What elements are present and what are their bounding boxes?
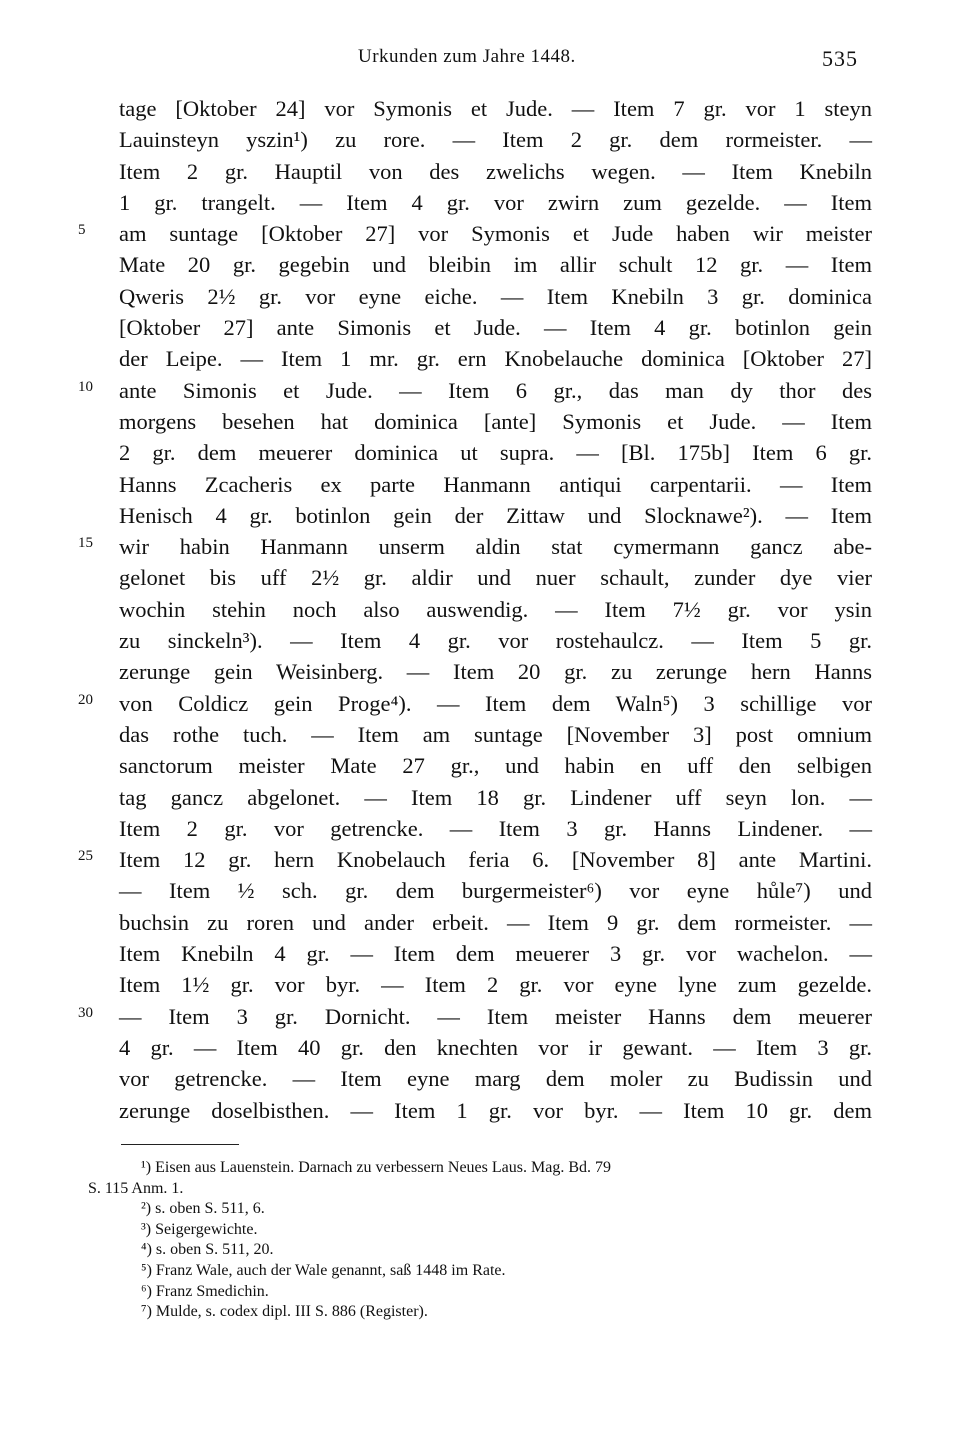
line-text: ante Simonis et Jude. — Item 6 gr., das man dy thor des — [119, 377, 872, 403]
line-text: — Item ½ sch. gr. dem burgermeister⁶) vor eyne hůle⁷) und — [119, 878, 872, 904]
line-text: [Oktober 27] ante Simonis et Jude. — Item 4 gr. botinlon gein — [119, 315, 872, 341]
line-text: sanctorum meister Mate 27 gr., und habin en uff den selbigen — [119, 753, 872, 779]
line-text: vor getrencke. — Item eyne marg dem moler zu Budissin und — [119, 1066, 872, 1092]
text-line — [0, 1095, 960, 1126]
line-text: zerunge doselbisthen. — Item 1 gr. vor byr. — Item 10 gr. dem — [119, 1097, 872, 1123]
footnote-text: ³) Seigergewichte. — [141, 1220, 258, 1238]
footnote — [0, 1199, 960, 1220]
text-line — [0, 187, 960, 218]
text-line — [0, 562, 960, 593]
text-line — [0, 844, 960, 875]
line-text: das rothe tuch. — Item am suntage [November 3] post omnium — [119, 721, 872, 747]
line-text: buchsin zu roren und ander erbeit. — Item 9 gr. dem rormeister. — — [119, 909, 872, 935]
text-line — [0, 1063, 960, 1094]
text-line — [0, 156, 960, 187]
line-number: 5 — [78, 222, 86, 239]
line-text: Item 1½ gr. vor byr. — Item 2 gr. vor eyne lyne zum gezelde. — [119, 972, 872, 998]
footnote-text: ⁷) Mulde, s. codex dipl. III S. 886 (Register). — [141, 1303, 428, 1321]
text-line — [0, 437, 960, 468]
line-number: 15 — [78, 535, 93, 552]
footnote-text: ⁵) Franz Wale, auch der Wale genannt, saß 1448 im Rate. — [141, 1261, 506, 1279]
text-line — [0, 531, 960, 562]
text-line — [0, 469, 960, 500]
line-text: am suntage [Oktober 27] vor Symonis et Jude haben wir meister — [119, 221, 872, 247]
footnote — [0, 1158, 960, 1179]
line-number: 10 — [78, 378, 93, 395]
text-line — [0, 719, 960, 750]
main-text — [0, 93, 960, 1126]
line-text: 2 gr. dem meuerer dominica ut supra. — [Bl. 175b] Item 6 gr. — [119, 440, 872, 466]
footnote — [0, 1261, 960, 1282]
line-text: gelonet bis uff 2½ gr. aldir und nuer schault, zunder dye vier — [119, 565, 872, 591]
footnote — [0, 1220, 960, 1241]
line-text: Lauinsteyn yszin¹) zu rore. — Item 2 gr. dem rormeister. — — [119, 127, 872, 153]
line-text: tage [Oktober 24] vor Symonis et Jude. — Item 7 gr. vor 1 steyn — [119, 96, 872, 121]
footnote — [0, 1302, 960, 1323]
text-line — [0, 124, 960, 155]
line-text: — Item 3 gr. Dornicht. — Item meister Hanns dem meuerer — [119, 1003, 872, 1029]
line-text: morgens besehen hat dominica [ante] Symonis et Jude. — Item — [119, 408, 872, 434]
text-line — [0, 406, 960, 437]
text-line — [0, 93, 960, 124]
text-line — [0, 656, 960, 687]
text-line — [0, 312, 960, 343]
text-line — [0, 907, 960, 938]
text-line — [0, 625, 960, 656]
line-text: Hanns Zcacheris ex parte Hanmann antiqui carpentarii. — Item — [119, 471, 872, 497]
footnote — [0, 1240, 960, 1261]
line-number: 30 — [78, 1004, 93, 1021]
text-line — [0, 343, 960, 374]
line-text: zerunge gein Weisinberg. — Item 20 gr. zu zerunge hern Hanns — [119, 659, 872, 685]
text-line — [0, 218, 960, 249]
footnote-text: ¹) Eisen aus Lauenstein. Darnach zu verbessern Neues Laus. Mag. Bd. 79 — [141, 1159, 611, 1176]
text-line — [0, 750, 960, 781]
line-text: tag gancz abgelonet. — Item 18 gr. Lindener uff seyn lon. — — [119, 784, 872, 810]
line-number: 25 — [78, 848, 93, 865]
text-line — [0, 938, 960, 969]
footnote-text: ²) s. oben S. 511, 6. — [141, 1200, 265, 1218]
text-line — [0, 594, 960, 625]
line-text: Item Knebiln 4 gr. — Item dem meuerer 3 gr. vor wachelon. — — [119, 941, 872, 967]
text-line — [0, 875, 960, 906]
footnotes — [0, 1158, 960, 1323]
line-text: von Coldicz gein Proge⁴). — Item dem Waln⁵) 3 schillige vor — [119, 690, 872, 716]
footnote — [0, 1179, 960, 1200]
line-text: wir habin Hanmann unserm aldin stat cymermann gancz abe- — [119, 534, 872, 560]
text-line — [0, 688, 960, 719]
line-text: Qweris 2½ gr. vor eyne eiche. — Item Knebiln 3 gr. dominica — [119, 283, 872, 309]
text-line — [0, 281, 960, 312]
line-text: Item 2 gr. Hauptil von des zwelichs wegen. — Item Knebiln — [119, 158, 872, 184]
text-line — [0, 969, 960, 1000]
footnote-text: S. 115 Anm. 1. — [88, 1179, 184, 1197]
text-line — [0, 1001, 960, 1032]
footnote-text: ⁴) s. oben S. 511, 20. — [141, 1241, 274, 1259]
line-number: 20 — [78, 691, 93, 708]
text-line — [0, 782, 960, 813]
page-header — [0, 46, 960, 76]
footnote-divider — [121, 1144, 239, 1145]
line-text: Item 12 gr. hern Knobelauch feria 6. [November 8] ante Martini. — [119, 847, 872, 873]
line-text: Mate 20 gr. gegebin und bleibin im allir schult 12 gr. — Item — [119, 252, 872, 278]
text-line — [0, 500, 960, 531]
footnote-text: ⁶) Franz Smedichin. — [141, 1282, 269, 1300]
line-text: Henisch 4 gr. botinlon gein der Zittaw und Slocknawe²). — Item — [119, 502, 872, 528]
line-text: der Leipe. — Item 1 mr. gr. ern Knobelauche dominica [Oktober 27] — [119, 346, 872, 372]
line-text: 4 gr. — Item 40 gr. den knechten vor ir gewant. — Item 3 gr. — [119, 1034, 872, 1060]
text-line — [0, 249, 960, 280]
text-line — [0, 1032, 960, 1063]
text-line — [0, 813, 960, 844]
line-text: Item 2 gr. vor getrencke. — Item 3 gr. Hanns Lindener. — — [119, 815, 872, 841]
line-text: wochin stehin noch also auswendig. — Item 7½ gr. vor ysin — [119, 596, 872, 622]
footnote — [0, 1282, 960, 1303]
running-head: Urkunden zum Jahre 1448. — [358, 46, 576, 67]
line-text: zu sinckeln³). — Item 4 gr. vor rostehaulcz. — Item 5 gr. — [119, 628, 872, 654]
text-line — [0, 375, 960, 406]
line-text: 1 gr. trangelt. — Item 4 gr. vor zwirn zum gezelde. — Item — [119, 189, 872, 215]
page-number: 535 — [822, 46, 858, 71]
